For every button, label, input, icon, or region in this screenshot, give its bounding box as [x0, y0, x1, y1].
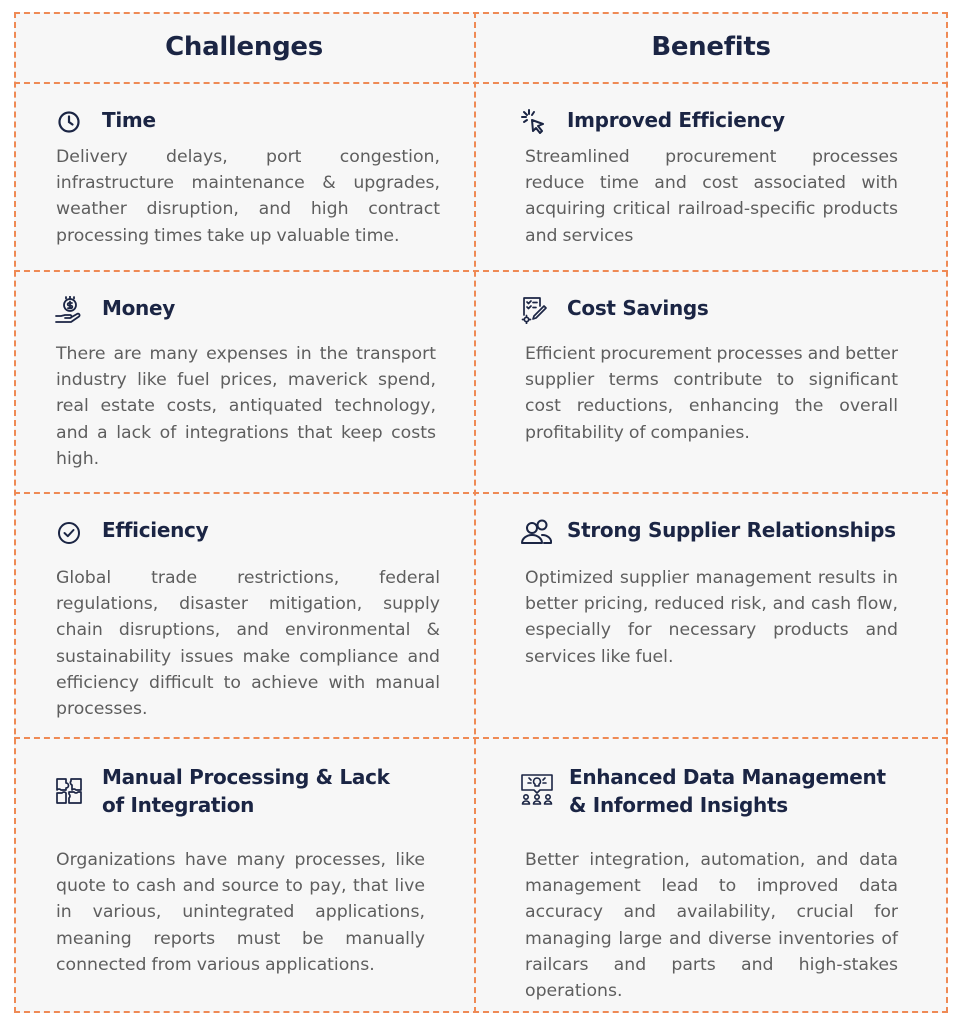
money-hand-icon	[55, 296, 83, 324]
benefit-title: Enhanced Data Management & Informed Insights	[569, 765, 886, 817]
benefits-header	[474, 12, 948, 82]
challenge-description: Global trade restrictions, federal regulations, disaster mitigation, supply chain disruptions, and environmental & sustainability issues make compliance and efficiency difficult to achieve with manual processes.	[56, 568, 440, 720]
benefit-card	[474, 492, 948, 737]
benefit-card	[474, 82, 948, 270]
comparison-table	[14, 12, 948, 1013]
checklist-gear-icon	[520, 296, 548, 324]
challenge-title: Manual Processing & Lack of Integration	[102, 765, 390, 817]
challenges-header-label: Challenges	[165, 32, 323, 62]
challenge-description: Organizations have many processes, like quote to cash and source to pay, that live in various, unintegrated applications, meaning reports must be manually connected from various applications.	[56, 850, 425, 975]
challenges-header	[14, 12, 474, 82]
benefit-description: Efficient procurement processes and better supplier terms contribute to significant cost reductions, enhancing the overall profitability of companies.	[525, 344, 898, 443]
challenge-description: There are many expenses in the transport industry like fuel prices, maverick spend, real estate costs, antiquated technology, and a lack of integrations that keep costs high.	[56, 344, 436, 469]
cursor-click-icon	[520, 108, 548, 136]
users-icon	[520, 518, 548, 546]
benefit-description: Streamlined procurement processes reduce time and cost associated with acquiring critical railroad-specific products and services	[525, 147, 898, 246]
challenge-title: Money	[102, 296, 175, 320]
challenge-description: Delivery delays, port congestion, infrastructure maintenance & upgrades, weather disruption, and high contract processing times take up valuable time.	[56, 147, 440, 246]
challenge-card	[14, 82, 474, 270]
challenge-card	[14, 270, 474, 492]
challenge-title: Efficiency	[102, 518, 209, 542]
challenge-title: Time	[102, 108, 156, 132]
clock-icon	[55, 108, 83, 136]
benefit-card	[474, 270, 948, 492]
benefit-card	[474, 737, 948, 1013]
benefits-header-label: Benefits	[651, 32, 771, 62]
benefit-description: Optimized supplier management results in better pricing, reduced risk, and cash flow, especially for necessary products and services like fuel.	[525, 568, 898, 667]
benefit-title: Cost Savings	[567, 296, 709, 320]
challenge-card	[14, 492, 474, 737]
challenge-card	[14, 737, 474, 1013]
data-insight-icon	[520, 773, 554, 801]
benefit-title: Strong Supplier Relationships	[567, 518, 896, 542]
benefit-description: Better integration, automation, and data management lead to improved data accuracy and availability, crucial for managing large and diverse inventories of railcars and parts and high-stakes operations.	[525, 850, 898, 1002]
benefit-title: Improved Efficiency	[567, 108, 785, 132]
puzzle-icon	[55, 777, 83, 805]
check-circle-icon	[55, 518, 83, 546]
